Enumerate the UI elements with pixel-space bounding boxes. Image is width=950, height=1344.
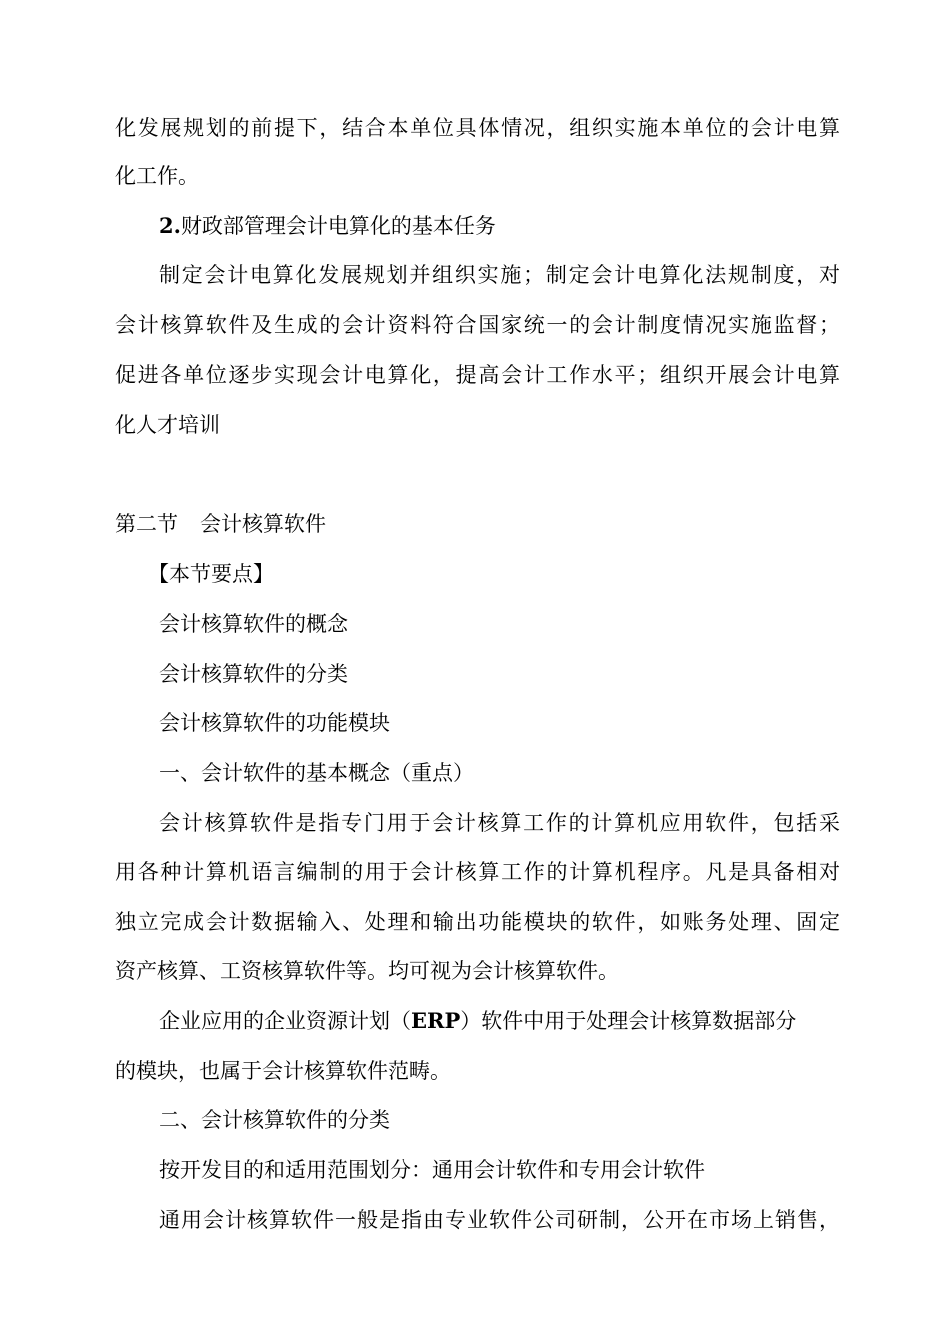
paragraph-line: 按开发目的和适用范围划分：通用会计软件和专用会计软件 [159, 1158, 705, 1182]
text-fragment: ）软件中用于处理会计核算数据部分 [460, 1009, 797, 1033]
paragraph-line: 通用会计核算软件一般是指由专业软件公司研制，公开在市场上销售， [159, 1208, 840, 1232]
paragraph-line: 资产核算、工资核算软件等。均可视为会计核算软件。 [115, 959, 619, 983]
paragraph-line: 化发展规划的前提下，结合本单位具体情况，组织实施本单位的会计电算 [115, 116, 840, 140]
subheading-2 [159, 211, 840, 241]
paragraph-line: 会计核算软件是指专门用于会计核算工作的计算机应用软件，包括采 [159, 811, 840, 835]
subheading-2-classification: 二、会计核算软件的分类 [159, 1108, 390, 1132]
paragraph-line: 的模块，也属于会计核算软件范畴。 [115, 1059, 451, 1083]
section-heading [115, 509, 840, 539]
key-point-item: 会计核算软件的功能模块 [159, 711, 390, 735]
paragraph-line: 会计核算软件及生成的会计资料符合国家统一的会计制度情况实施监督； [115, 313, 840, 337]
section-title: 会计核算软件 [200, 512, 326, 536]
paragraph-line [159, 1006, 840, 1036]
heading-number: 2. [159, 213, 181, 238]
key-point-item: 会计核算软件的概念 [159, 612, 348, 636]
paragraph-line: 化人才培训 [115, 413, 220, 437]
paragraph-line: 促进各单位逐步实现会计电算化，提高会计工作水平；组织开展会计电算 [115, 363, 840, 387]
text-fragment: 企业应用的企业资源计划（ [159, 1009, 411, 1033]
paragraph-line: 化工作。 [115, 164, 199, 188]
key-point-item: 会计核算软件的分类 [159, 662, 348, 686]
paragraph-line: 制定会计电算化发展规划并组织实施；制定会计电算化法规制度，对 [159, 263, 840, 287]
paragraph-line: 用各种计算机语言编制的用于会计核算工作的计算机程序。凡是具备相对 [115, 860, 840, 884]
erp-term: ERP [411, 1008, 461, 1033]
subheading-1: 一、会计软件的基本概念（重点） [159, 761, 474, 785]
key-points-heading: 【本节要点】 [148, 562, 274, 586]
paragraph-line: 独立完成会计数据输入、处理和输出功能模块的软件，如账务处理、固定 [115, 910, 840, 934]
heading-text: 财政部管理会计电算化的基本任务 [180, 214, 496, 238]
section-label: 第二节 [115, 512, 178, 536]
